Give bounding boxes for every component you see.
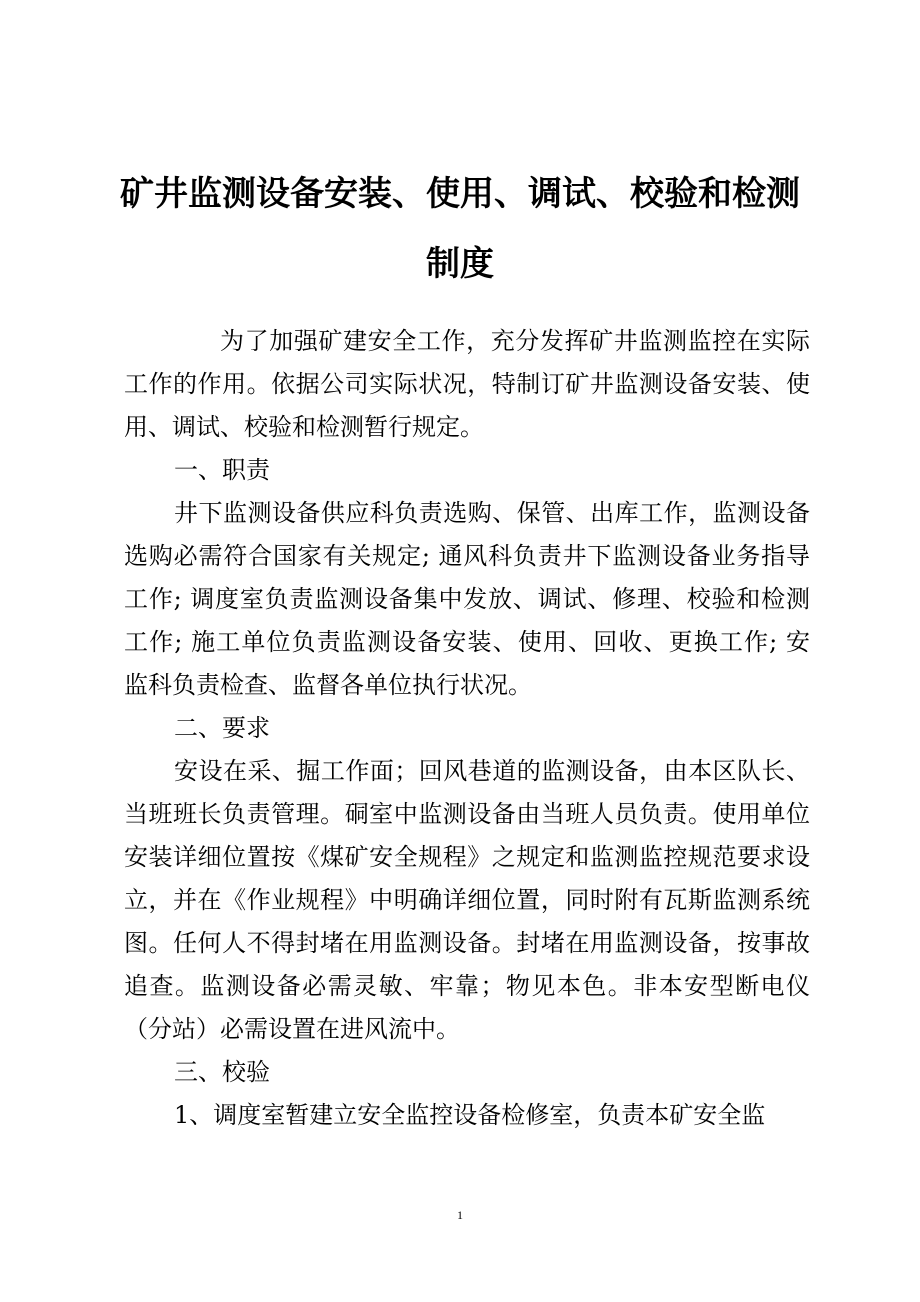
paragraph-line-requirements: 图。任何人不得封堵在用监测设备。封堵在用监测设备，按事故 xyxy=(124,929,810,957)
section-heading-requirements: 二、要求 xyxy=(174,714,270,742)
paragraph-line-intro: 为了加强矿建安全工作，充分发挥矿井监测监控在实际 xyxy=(220,327,810,355)
paragraph-line-intro: 用、调试、校验和检测暂行规定。 xyxy=(124,413,484,441)
paragraph-line-requirements: 当班班长负责管理。硐室中监测设备由当班人员负责。使用单位 xyxy=(124,800,810,828)
paragraph-line-calibration: 1、调度室暂建立安全监控设备检修室，负责本矿安全监 xyxy=(174,1101,766,1129)
section-heading-calibration: 三、校验 xyxy=(174,1058,270,1086)
paragraph-line-duties: 选购必需符合国家有关规定; 通风科负责井下监测设备业务指导 xyxy=(124,542,810,570)
paragraph-line-duties: 工作; 调度室负责监测设备集中发放、调试、修理、校验和检测 xyxy=(124,585,810,613)
paragraph-line-requirements: 安设在采、掘工作面；回风巷道的监测设备，由本区队长、 xyxy=(174,757,810,785)
paragraph-line-requirements: 安装详细位置按《煤矿安全规程》之规定和监测监控规范要求设 xyxy=(124,843,810,871)
paragraph-line-requirements: （分站）必需设置在进风流中。 xyxy=(124,1015,460,1043)
paragraph-line-intro: 工作的作用。依据公司实际状况，特制订矿井监测设备安装、使 xyxy=(124,370,810,398)
paragraph-line-duties: 井下监测设备供应科负责选购、保管、出库工作，监测设备 xyxy=(174,499,810,527)
page-number: 1 xyxy=(457,1208,463,1222)
document-body xyxy=(124,320,810,1137)
document-title-continued: 制度 xyxy=(426,244,494,284)
document-title: 矿井监测设备安装、使用、调试、校验和检测 xyxy=(120,174,800,214)
section-heading-duties: 一、职责 xyxy=(174,456,270,484)
paragraph-line-requirements: 立，并在《作业规程》中明确详细位置，同时附有瓦斯监测系统 xyxy=(124,886,810,914)
paragraph-line-duties: 工作; 施工单位负责监测设备安装、使用、回收、更换工作; 安 xyxy=(124,628,810,656)
paragraph-line-duties: 监科负责检查、监督各单位执行状况。 xyxy=(124,671,532,699)
paragraph-line-requirements: 追查。监测设备必需灵敏、牢靠；物见本色。非本安型断电仪 xyxy=(124,972,810,1000)
